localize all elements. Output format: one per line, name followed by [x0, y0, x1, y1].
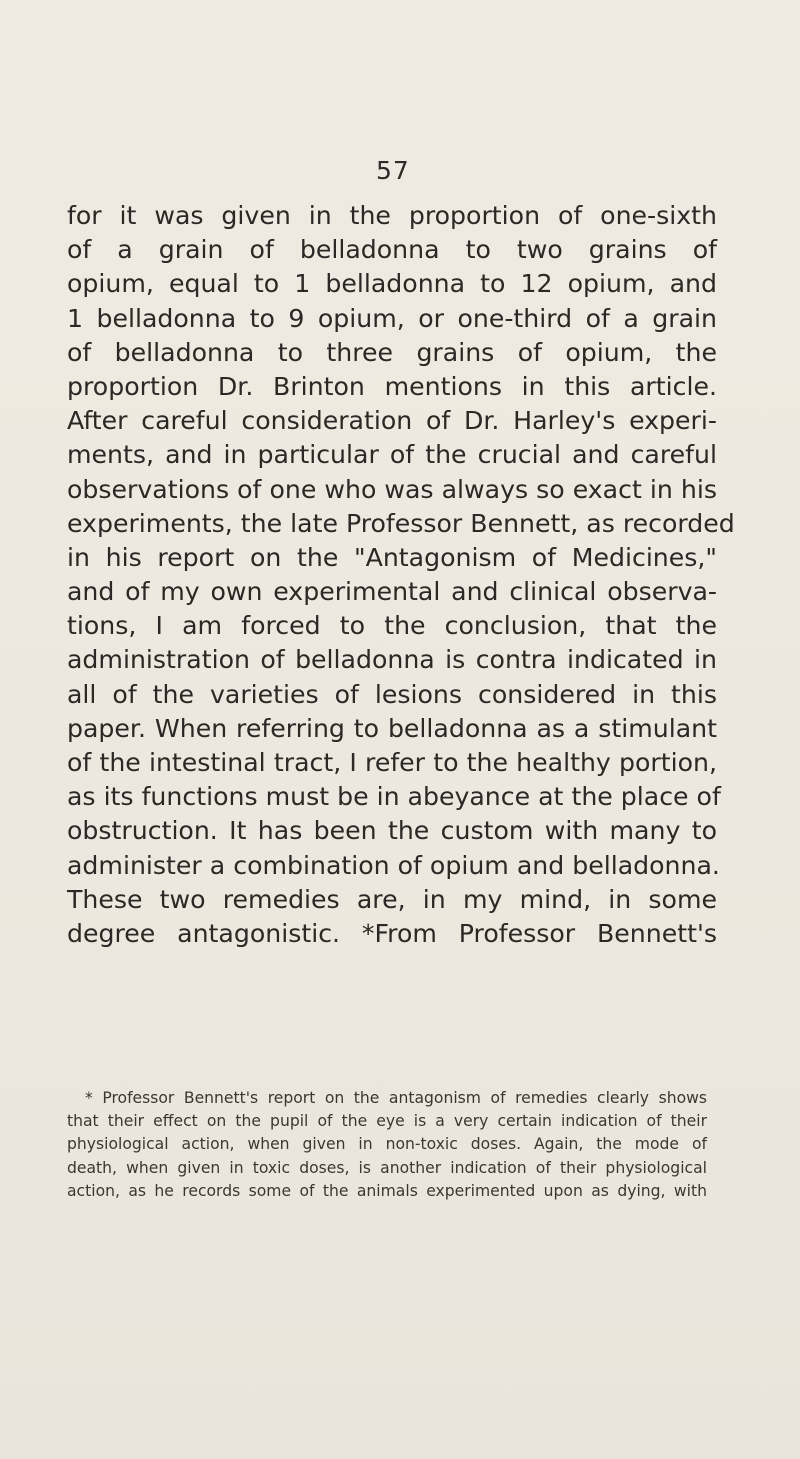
body-line: all of the varieties of lesions considered in this — [67, 679, 717, 709]
body-line: of belladonna to three grains of opium, the — [67, 337, 717, 367]
body-line: After careful consideration of Dr. Harley's experi- — [67, 406, 717, 436]
body-line: experiments, the late Professor Bennett, as recorded — [67, 508, 735, 538]
body-line: proportion Dr. Brinton mentions in this article. — [67, 371, 717, 401]
body-line: tions, I am forced to the conclusion, that the — [67, 611, 717, 641]
body-line: as its functions must be in abeyance at the place of — [67, 782, 721, 812]
footnote-line: that their effect on the pupil of the eye is a very certain indication of their — [67, 1112, 707, 1131]
body-line: paper. When referring to belladonna as a stimulant — [67, 713, 717, 743]
body-line: and of my own experimental and clinical observa- — [67, 577, 717, 607]
body-line: for it was given in the proportion of one-sixth — [67, 201, 717, 230]
body-line: observations of one who was always so exact in his — [67, 474, 717, 504]
body-line: 1 belladonna to 9 opium, or one-third of a grain — [67, 303, 717, 333]
body-line: administer a combination of opium and belladonna. — [67, 850, 720, 880]
body-line: obstruction. It has been the custom with many to — [67, 816, 717, 846]
body-line: of a grain of belladonna to two grains of — [67, 235, 717, 265]
footnote-line: action, as he records some of the animals experimented upon as dying, with — [67, 1181, 707, 1200]
footnote-line: death, when given in toxic doses, is another indication of their physiological — [67, 1158, 707, 1177]
body-line: administration of belladonna is contra indicated in — [67, 645, 717, 675]
footnote-line: physiological action, when given in non-toxic doses. Again, the mode of — [67, 1135, 707, 1154]
body-line: ments, and in particular of the crucial and careful — [67, 440, 717, 470]
body-text — [67, 199, 735, 951]
body-line: in his report on the "Antagonism of Medicines," — [67, 542, 717, 572]
footnote — [67, 1087, 707, 1203]
body-line: of the intestinal tract, I refer to the healthy portion, — [67, 748, 717, 777]
page-number: 57 — [376, 156, 410, 185]
body-line: degree antagonistic. *From Professor Bennett's — [67, 918, 717, 948]
footnote-line: * Professor Bennett's report on the antagonism of remedies clearly shows — [85, 1089, 707, 1107]
body-line: opium, equal to 1 belladonna to 12 opium, and — [67, 269, 717, 299]
body-line: These two remedies are, in my mind, in some — [67, 884, 717, 914]
